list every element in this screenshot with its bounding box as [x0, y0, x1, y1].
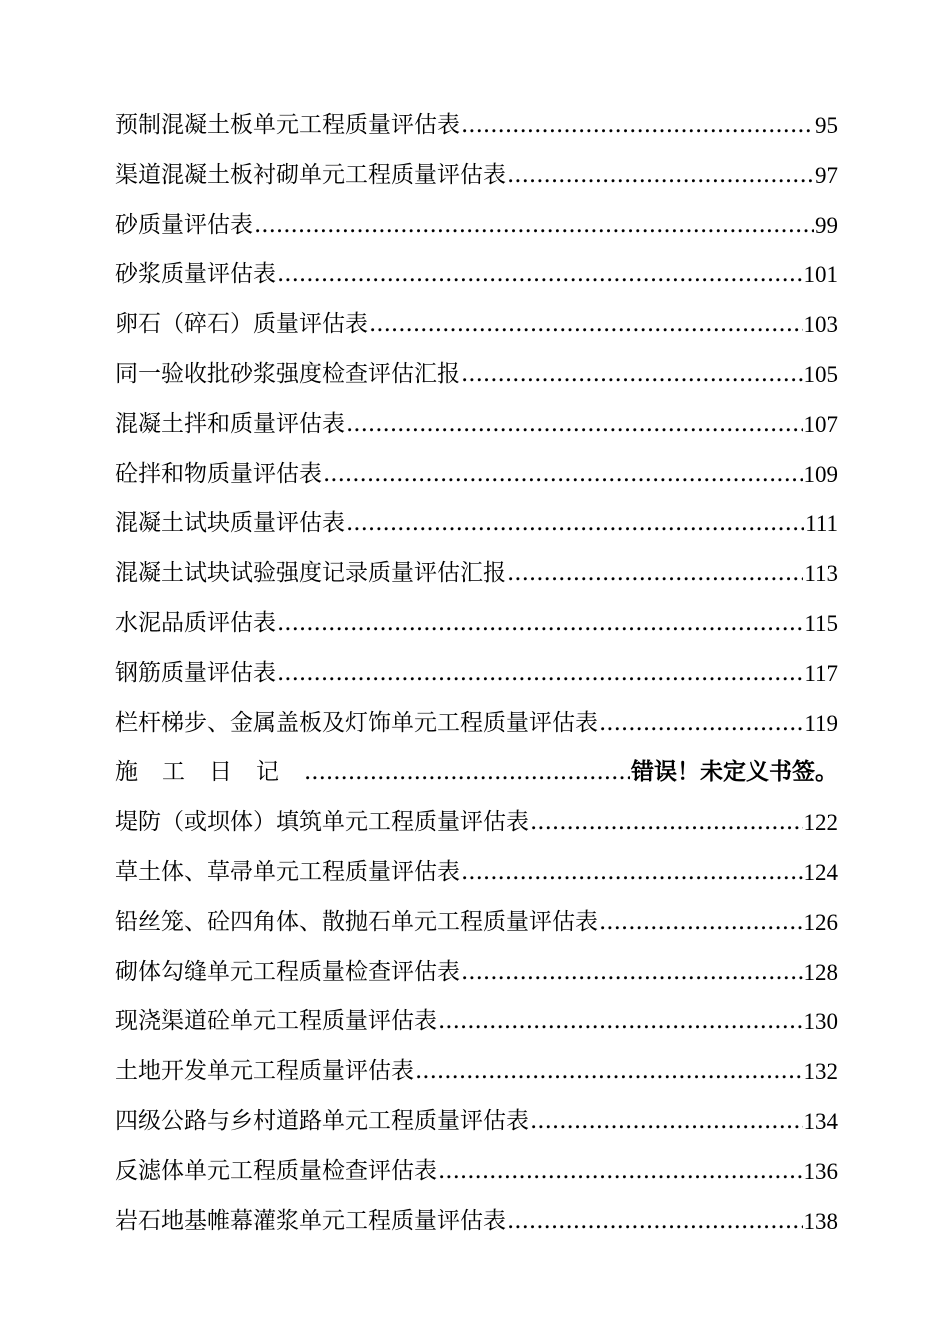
toc-dot-leader	[346, 499, 804, 549]
toc-bookmark-error: 错误！未定义书签。	[631, 759, 838, 786]
toc-page-number: 113	[804, 561, 838, 587]
toc-page-number: 138	[803, 1208, 838, 1234]
toc-entry-title: 四级公路与乡村道路单元工程质量评估表	[115, 1107, 529, 1134]
toc-dot-leader	[507, 151, 814, 201]
toc-entry[interactable]	[115, 997, 838, 1047]
toc-page-number: 119	[804, 710, 838, 736]
toc-entry-title: 岩石地基帷幕灌浆单元工程质量评估表	[115, 1207, 506, 1234]
toc-dot-leader	[277, 649, 803, 699]
toc-entry-title: 预制混凝土板单元工程质量评估表	[115, 112, 460, 138]
toc-page-number: 132	[803, 1059, 838, 1085]
toc-entry-title: 栏杆梯步、金属盖板及灯饰单元工程质量评估表	[115, 709, 598, 736]
toc-entry-error[interactable]	[115, 748, 838, 798]
toc-page-number: 109	[803, 461, 838, 487]
toc-entry-title: 水泥品质评估表	[115, 609, 276, 636]
toc-entry-title: 混凝土试块质量评估表	[115, 510, 345, 537]
toc-entry[interactable]	[115, 450, 838, 500]
toc-page-number: 97	[815, 162, 838, 188]
toc-page-number: 128	[803, 959, 838, 985]
toc-page-number: 122	[803, 810, 838, 836]
toc-entry[interactable]	[115, 300, 838, 350]
toc-page-number: 111	[805, 511, 838, 537]
toc-entry-title: 反滤体单元工程质量检查评估表	[115, 1157, 437, 1184]
toc-entry[interactable]	[115, 599, 838, 649]
toc-page-number: 117	[804, 660, 838, 686]
toc-entry[interactable]	[115, 1197, 838, 1247]
toc-entry[interactable]	[115, 699, 838, 749]
toc-entry[interactable]	[115, 101, 838, 151]
toc-entry[interactable]	[115, 1097, 838, 1147]
toc-page-number: 103	[803, 312, 838, 338]
toc-entry-title: 砂浆质量评估表	[115, 261, 276, 288]
toc-entry-title: 土地开发单元工程质量评估表	[115, 1058, 414, 1085]
toc-dot-leader	[346, 400, 803, 450]
toc-page-number: 101	[803, 262, 838, 288]
toc-entry[interactable]	[115, 350, 838, 400]
toc-page-number: 115	[804, 610, 838, 636]
toc-entry-title: 砂质量评估表	[115, 211, 253, 238]
toc-dot-leader	[507, 549, 803, 599]
toc-dot-leader	[461, 101, 814, 151]
toc-entry[interactable]	[115, 250, 838, 300]
toc-entry-title: 混凝土拌和质量评估表	[115, 410, 345, 437]
toc-dot-leader	[323, 450, 803, 500]
toc-entry-title: 铅丝笼、砼四角体、散抛石单元工程质量评估表	[115, 908, 598, 935]
toc-page-number: 136	[803, 1158, 838, 1184]
table-of-contents	[115, 101, 838, 1246]
toc-dot-leader	[438, 1147, 803, 1197]
toc-entry-title: 砼拌和物质量评估表	[115, 460, 322, 487]
toc-dot-leader	[461, 350, 803, 400]
toc-dot-leader	[438, 997, 803, 1047]
toc-entry[interactable]	[115, 499, 838, 549]
toc-dot-leader	[369, 300, 803, 350]
toc-entry[interactable]	[115, 649, 838, 699]
toc-entry-title: 混凝土试块试验强度记录质量评估汇报	[115, 560, 506, 587]
toc-page-number: 99	[815, 212, 838, 238]
toc-dot-leader	[530, 798, 803, 848]
toc-entry-title: 同一验收批砂浆强度检查评估汇报	[115, 360, 460, 387]
toc-entry-title: 现浇渠道砼单元工程质量评估表	[115, 1008, 437, 1035]
toc-dot-leader	[599, 699, 803, 749]
toc-dot-leader	[461, 848, 803, 898]
toc-entry[interactable]	[115, 151, 838, 201]
toc-entry[interactable]	[115, 400, 838, 450]
toc-dot-leader	[507, 1197, 803, 1247]
toc-dot-leader	[530, 1097, 803, 1147]
toc-entry-title: 钢筋质量评估表	[115, 659, 276, 686]
toc-entry[interactable]	[115, 848, 838, 898]
toc-page-number: 105	[803, 361, 838, 387]
toc-entry-title: 堤防（或坝体）填筑单元工程质量评估表	[115, 809, 529, 836]
toc-entry[interactable]	[115, 898, 838, 948]
toc-dot-leader	[277, 599, 803, 649]
toc-entry-title: 草土体、草帚单元工程质量评估表	[115, 858, 460, 885]
toc-entry[interactable]	[115, 1147, 838, 1197]
toc-entry[interactable]	[115, 948, 838, 998]
toc-entry[interactable]	[115, 798, 838, 848]
toc-dot-leader	[304, 748, 630, 798]
toc-entry[interactable]	[115, 549, 838, 599]
toc-dot-leader	[277, 250, 803, 300]
toc-entry-title: 砌体勾缝单元工程质量检查评估表	[115, 958, 460, 985]
toc-entry[interactable]	[115, 201, 838, 251]
toc-entry[interactable]	[115, 1047, 838, 1097]
toc-dot-leader	[415, 1047, 803, 1097]
toc-dot-leader	[599, 898, 803, 948]
toc-page-number: 134	[803, 1108, 838, 1134]
toc-page-number: 107	[803, 411, 838, 437]
toc-entry-title: 渠道混凝土板衬砌单元工程质量评估表	[115, 161, 506, 188]
toc-entry-title: 卵石（碎石）质量评估表	[115, 311, 368, 338]
toc-dot-leader	[254, 201, 814, 251]
toc-page-number: 124	[803, 859, 838, 885]
toc-page-number: 126	[803, 909, 838, 935]
toc-entry-title: 施工日记	[115, 759, 303, 786]
toc-page-number: 95	[815, 113, 838, 138]
toc-dot-leader	[461, 948, 803, 998]
toc-page-number: 130	[803, 1009, 838, 1035]
